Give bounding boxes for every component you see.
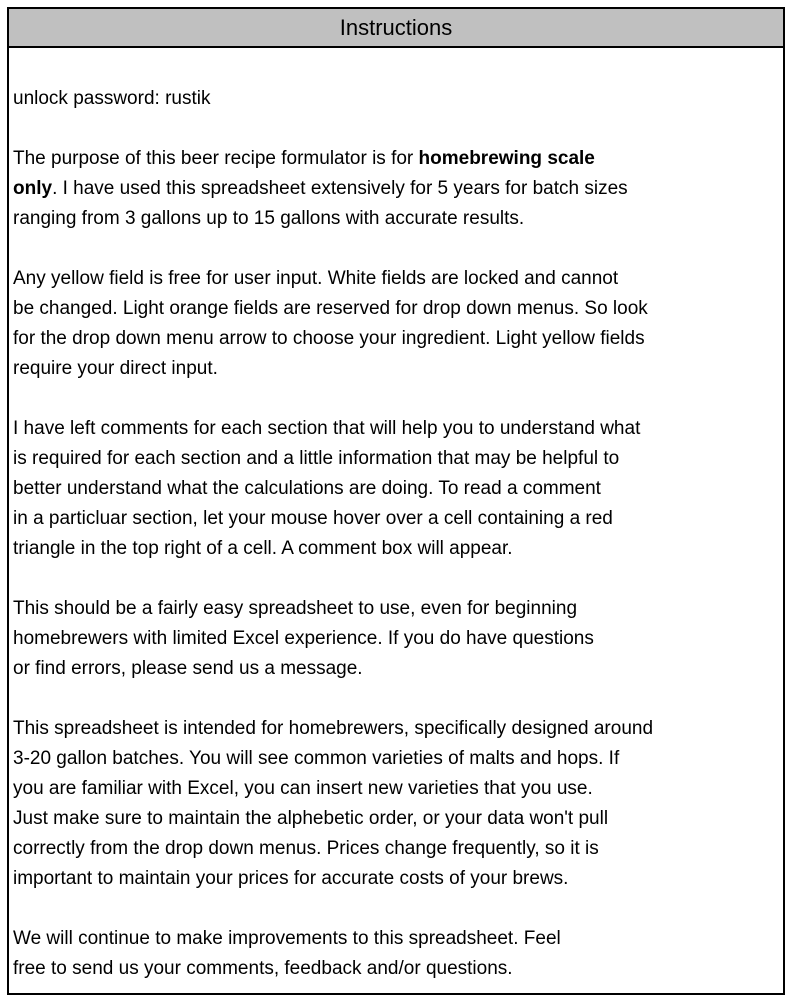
intended-line-5: correctly from the drop down menus. Prices change frequently, so it is <box>13 838 599 859</box>
instructions-header <box>9 9 783 48</box>
fields-line-4: require your direct input. <box>13 358 218 379</box>
comments-paragraph <box>13 414 777 564</box>
easy-paragraph <box>13 594 777 684</box>
intended-paragraph <box>13 714 777 894</box>
purpose-line-1: The purpose of this beer recipe formulator is for homebrewing scale <box>13 148 595 169</box>
only-emphasis: only <box>13 178 53 199</box>
intended-line-6: important to maintain your prices for accurate costs of your brews. <box>13 868 569 889</box>
fields-line-3: for the drop down menu arrow to choose your ingredient. Light yellow fields <box>13 328 645 349</box>
comments-line-1: I have left comments for each section that will help you to understand what <box>13 418 641 439</box>
comments-line-2: is required for each section and a little information that may be helpful to <box>13 448 620 469</box>
instructions-panel <box>7 7 785 995</box>
easy-line-1: This should be a fairly easy spreadsheet to use, even for beginning <box>13 598 578 619</box>
purpose-line-3: ranging from 3 gallons up to 15 gallons with accurate results. <box>13 208 525 229</box>
easy-line-2: homebrewers with limited Excel experience. If you do have questions <box>13 628 594 649</box>
password-line: unlock password: rustik <box>13 88 211 109</box>
purpose-line-2: only. I have used this spreadsheet extensively for 5 years for batch sizes <box>13 178 628 199</box>
easy-line-3: or find errors, please send us a message. <box>13 658 363 679</box>
comments-line-4: in a particluar section, let your mouse hover over a cell containing a red <box>13 508 613 529</box>
homebrewing-scale-emphasis: homebrewing scale <box>418 148 595 169</box>
intended-line-3: you are familiar with Excel, you can insert new varieties that you use. <box>13 778 593 799</box>
instructions-body <box>9 48 783 984</box>
intended-line-2: 3-20 gallon batches. You will see common varieties of malts and hops. If <box>13 748 620 769</box>
comments-line-5: triangle in the top right of a cell. A comment box will appear. <box>13 538 513 559</box>
password-paragraph <box>13 84 777 114</box>
instructions-title: Instructions <box>339 14 453 40</box>
intended-line-4: Just make sure to maintain the alphebetic order, or your data won't pull <box>13 808 609 829</box>
improvements-line-1: We will continue to make improvements to this spreadsheet. Feel <box>13 928 561 949</box>
comments-line-3: better understand what the calculations are doing. To read a comment <box>13 478 601 499</box>
purpose-paragraph <box>13 144 777 234</box>
improvements-line-2: free to send us your comments, feedback and/or questions. <box>13 958 513 979</box>
fields-line-1: Any yellow field is free for user input. White fields are locked and cannot <box>13 268 619 289</box>
intended-line-1: This spreadsheet is intended for homebrewers, specifically designed around <box>13 718 654 739</box>
improvements-paragraph <box>13 924 777 984</box>
fields-line-2: be changed. Light orange fields are reserved for drop down menus. So look <box>13 298 648 319</box>
fields-paragraph <box>13 264 777 384</box>
